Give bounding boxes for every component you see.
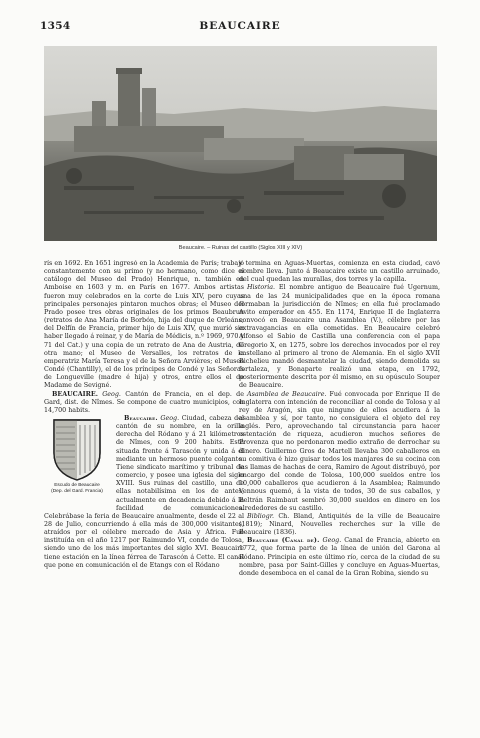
assembly-paragraph (239, 391, 440, 513)
entry-head-canton: BEAUCAIRE. (52, 390, 98, 398)
city-text: Ciudad, cabeza del cantón de su nombre, en la orilla derecha del Ródano y á 21 kilómetros de Nîmes, con 9 200 habits. Está situada frente á Tarascón y unida á él mediante un hermoso puente colgante. Tiene sindicato marítimo y tribunal de comercio, y posee una iglesia del siglo XVIII. Sus ruinas del castillo, una de ellas notabilísima en los de antes, actualmente en decadencia debido á la facilidad de comunicaciones. Celebrábase la feria de Beaucaire anualmente, desde el 22 al 28 de Julio, concurriendo á ella más de 300,000 visitantes, atraídos por el célebre mercado de Asia y África. Fué instituída en el año 1217 por Raimundo VI, conde de Tolosa, siendo uno de los más importantes del siglo XVI. Beaucaire tiene estación en la línea férrea de Tarascón á Cette. El canal que pone en comunicación el de Etangs con el Ródano (44, 414, 244, 569)
shield-caption-line-1: Escudo de Beaucaire (54, 482, 100, 488)
left-column (44, 260, 244, 696)
canal-continuation: y termina en Aguas-Muertas, comienza en esta ciudad, cavó nombre lleva. Junto á Beaucaire existe un castillo arruinado, del cual quedan las murallas, dos torres y la capilla. (239, 260, 440, 284)
entry-tag-canal: Geog. (322, 537, 342, 545)
page-header (40, 20, 440, 34)
photo-caption: Beaucaire. – Ruinas del castillo (Siglos XIII y XIV) (178, 245, 303, 251)
right-column (239, 260, 440, 712)
shield-caption-line-2: (Dep. del Gard. Francia) (51, 488, 103, 494)
history-paragraph (239, 284, 440, 390)
canton-text: Cantón de Francia, en el dep. de Gard, dist. de Nîmes. Se compone de cuatro municipios, con 14,700 habits. (44, 390, 244, 414)
canal-paragraph (239, 537, 440, 578)
canal-text: Canal de Francia, abierto en 1772, que forma parte de la línea de unión del Garona al Ródano. Principia en este último río, cerca de la ciudad de su nombre, pasa por Saint-Gilles y concluye en Aguas-Muertas, donde desemboca en el canal de la Gran Robina, siendo su (239, 537, 440, 577)
bibliography-paragraph (239, 513, 440, 537)
beaubrun-paragraph: rís en 1692. En 1651 ingresó en la Academia de París; trabajó constantemente con su primo (y no hermano, como dice el catálogo del Museo del Prado) Henrique, n. también en Amboise en 1603 y m. en París en 1677. Ambos artistas fueron muy celebrados en la corte de Luis XIV, pero cuyas principales personajes pintaron muchos obras; el Museo del Prado posee tres obras originales de los primos Beaubrun (retratos de Ana María de Borbón, hija del duque de Orleáns; del Delfín de Francia, primer hijo de Luis XIV, que murió sin haber llegado á reinar, y de María de Médicis, n.º 1969, 970 y 71 del Cat.) y una copia de un retrato de Ana de Austria, de otra mano; el Museo de Versalles, los retratos de la emperatriz María Teresa y el de la Señora Arvières; el Museo Condé (Chantilly), el de los príncipes de Condé y las Señoras de Longueville (madre é hija) y otros, entre ellos el de Madame de Sevigné. (44, 260, 244, 390)
bibliography-text: Ch. Bland, Antiquités de la ville de Beaucaire (1819); Ninard, Nouvelles recherches sur la ville de Beaucaire (1836). (239, 512, 440, 537)
section-tag-bibliography: Bibliogr. (247, 512, 275, 520)
entry-tag-city: Geog. (160, 414, 180, 422)
entry-tag-canton: Geog. (102, 390, 121, 398)
castle-ruins-photo (44, 46, 437, 241)
coat-of-arms-icon (51, 417, 103, 483)
coat-of-arms-figure (44, 417, 110, 503)
coat-of-arms-caption (44, 483, 110, 494)
assembly-text: Fué convocada por Enrique II de Inglaterra con intención de reconciliar al conde de Tolosa y al rey de Aragón, sin que ninguno de ellos acudiera á la asamblea y sí, por tanto, no consiguiera el objeto del rey inglés. Pero, aprovechando tal circunstancia para hacer ostentación de riqueza, acudieron muchos señores de Provenza que no perdonaron medio extraño de derrochar su dinero. Guillermo Gros de Martell llevaba 300 caballeros en su comitiva é hizo guisar todos los manjares de su cocina con las llamas de hachas de cera, Ramiro de Agout distribuyó, por encargo del conde de Tolosa, 100,000 sueldos entre los 10,000 caballeros que acudieron á la Asamblea; Raimundo Vennous quemó, á la vista de todos, 30 de sus caballos, y Beltrán Raimbaut sembró 30,000 sueldos en dinero en los alrededores de su castillo. (239, 390, 440, 512)
entry-head-canal: Beaucaire (Canal de). (247, 537, 320, 545)
canton-paragraph (44, 391, 244, 415)
page-number: 1354 (40, 20, 71, 32)
section-tag-history: Historia. (247, 284, 276, 292)
entry-head-city: Beaucaire. (124, 414, 158, 422)
history-text: El nombre antiguo de Beaucaire fué Ugernum, una de las 24 municipalidades que en la época romana formaban la jurisdicción de Nîmes; en ella fué proclamado Avito emperador en 455. En 1174, Enrique II de Inglaterra convocó en Beaucaire una Asamblea (V.), célebre por las extravagancias en ella cometidas. En Beaucaire celebró Alfonso el Sabio de Castilla una conferencia con el papa Gregorio X, en 1275, sobre los derechos invocados por el rey castellano al primero al trono de Alemania. En el siglo XVII Richelieu mandó desmantelar la ciudad, siendo demolida su fortaleza, y Bonaparte realizó una etapa, en 1792, posteriormente descrita por él mismo, en su opúsculo Souper de Beaucaire. (239, 284, 440, 390)
running-title: BEAUCAIRE (199, 20, 281, 32)
section-tag-assembly: Asamblea de Beaucaire. (247, 390, 327, 398)
